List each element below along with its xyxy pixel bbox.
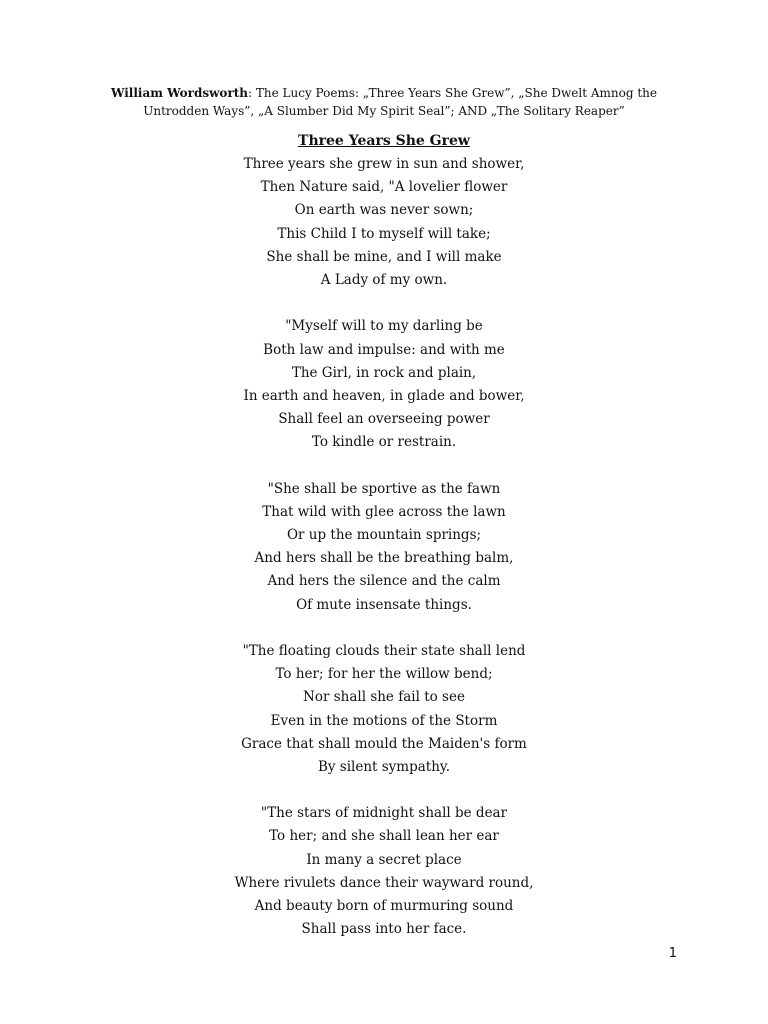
poem-stanza <box>0 802 768 941</box>
poem-line: To her; for her the willow bend; <box>275 666 493 683</box>
poem-line: Nor shall she fail to see <box>303 689 465 706</box>
poem-line: And beauty born of murmuring sound <box>254 898 514 914</box>
poem-line: Then Nature said, "A lovelier flower <box>260 179 508 196</box>
poem-line: "The floating clouds their state shall lend <box>242 642 526 659</box>
poem-line: A Lady of my own. <box>320 271 448 288</box>
poem-line: In many a secret place <box>306 851 462 868</box>
header-poem-list: : The Lucy Poems: „Three Years She Grew”, „She Dwelt Amnog the Untrodden Ways”, „A Slumber Did My Spirit Seal”; AND „The Solitary Reaper” <box>143 86 657 118</box>
poem-line: And hers the silence and the calm <box>267 573 501 590</box>
poem-line: To her; and she shall lean her ear <box>269 828 499 845</box>
page-number: 1 <box>668 946 677 961</box>
document-header <box>96 84 672 120</box>
poem-line: And hers shall be the breathing balm, <box>254 550 514 567</box>
poem-line: Shall pass into her face. <box>301 921 467 938</box>
poem-line: "The stars of midnight shall be dear <box>260 805 508 822</box>
poem-line: The Girl, in rock and plain, <box>291 364 477 381</box>
poem-stanza <box>0 640 768 779</box>
poem-stanza <box>0 153 768 292</box>
poem-title: Three Years She Grew <box>298 133 470 149</box>
poem-line: "She shall be sportive as the fawn <box>267 480 501 497</box>
poem-line: On earth was never sown; <box>294 202 474 219</box>
poem-line: Where rivulets dance their wayward round, <box>234 874 534 891</box>
poem-line: By silent sympathy. <box>317 758 451 775</box>
poem-line: Or up the mountain springs; <box>286 527 482 543</box>
poem-body <box>0 153 768 965</box>
poem-line: Of mute insensate things. <box>296 596 472 613</box>
poem-line: Three years she grew in sun and shower, <box>243 156 525 172</box>
poem-stanza <box>0 315 768 454</box>
poem-line: In earth and heaven, in glade and bower, <box>243 387 525 404</box>
poem-line: Grace that shall mould the Maiden's form <box>241 735 527 752</box>
poem-line: Shall feel an overseeing power <box>278 411 490 428</box>
poem-line: Even in the motions of the Storm <box>270 712 498 729</box>
poem-stanza <box>0 478 768 617</box>
poem-line: This Child I to myself will take; <box>277 225 491 242</box>
poem-line: Both law and impulse: and with me <box>263 341 505 358</box>
poem-line: To kindle or restrain. <box>311 434 457 451</box>
poem-line: "Myself will to my darling be <box>285 318 483 335</box>
poem-line: That wild with glee across the lawn <box>262 503 506 520</box>
author-name: William Wordsworth <box>110 86 249 100</box>
poem-line: She shall be mine, and I will make <box>266 248 502 265</box>
